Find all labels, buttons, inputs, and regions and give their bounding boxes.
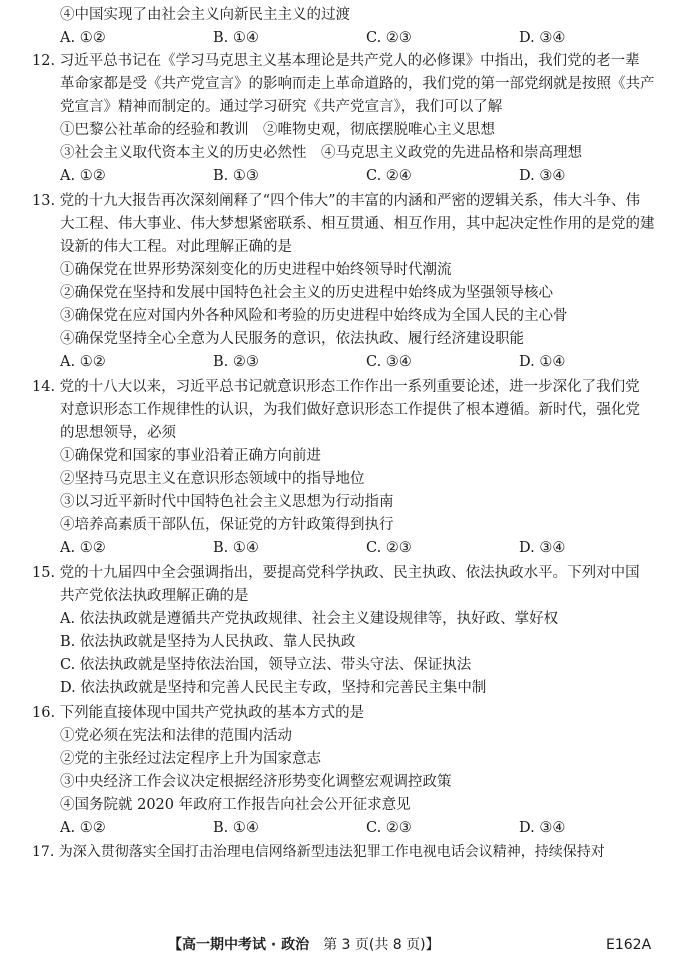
q13-stem-line-1: 13. 党的十九大报告再次深刻阐释了“四个伟大”的丰富的内涵和严密的逻辑关系，伟大斗争、伟 <box>32 193 640 209</box>
q16-option-b: B. ①④ <box>213 820 259 836</box>
q13-item-4: ④确保党坚持全心全意为人民服务的意识，依法执政、履行经济建设职能 <box>60 331 524 347</box>
q12-option-b: B. ①③ <box>213 168 259 184</box>
q12-option-a: A. ①② <box>60 168 106 184</box>
q13-option-b: B. ②③ <box>213 354 259 370</box>
q14-option-d: D. ③④ <box>519 540 566 556</box>
q12-stem-line-3: 党宣言》精神而制定的。通过学习研究《共产党宣言》，我们可以了解 <box>60 99 503 115</box>
q14-option-a: A. ①② <box>60 540 106 556</box>
prev-option-a: A. ①② <box>60 30 106 46</box>
prev-option-c: C. ②③ <box>366 30 412 46</box>
q13-option-d: D. ①④ <box>519 354 566 370</box>
page-footer <box>0 934 677 956</box>
q16-item-1: ①党必须在宪法和法律的范围内活动 <box>60 728 292 744</box>
q14-item-2: ②坚持马克思主义在意识形态领域中的指导地位 <box>60 471 365 487</box>
q15-option-a: A. 依法执政就是遵循共产党执政规律、社会主义建设规律等，执好政、掌好权 <box>60 611 559 627</box>
q12-stem-line-2: 革命家都是受《共产党宣言》的影响而走上革命道路的，我们党的第一部党纲就是按照《共产 <box>60 76 655 92</box>
q16-option-d: D. ③④ <box>519 820 566 836</box>
q12-stem-line-1: 12. 习近平总书记在《学习马克思主义基本理论是共产党人的必修课》中指出，我们党的老一辈 <box>32 53 640 69</box>
q14-item-3: ③以习近平新时代中国特色社会主义思想为行动指南 <box>60 494 394 510</box>
q14-item-4: ④培养高素质干部队伍，保证党的方针政策得到执行 <box>60 517 394 533</box>
q15-option-c: C. 依法执政就是坚持依法治国，领导立法、带头守法、保证执法 <box>60 657 472 673</box>
q12-option-d: D. ③④ <box>519 168 566 184</box>
footer-exam-title: 【高一期中考试 · 政治 <box>168 937 310 953</box>
q16-item-2: ②党的主张经过法定程序上升为国家意志 <box>60 751 321 767</box>
q15-stem-line-2: 共产党依法执政理解正确的是 <box>60 588 249 604</box>
footer-code: E162A <box>606 937 652 953</box>
q12-option-c: C. ②④ <box>366 168 412 184</box>
q13-option-c: C. ③④ <box>366 354 412 370</box>
q14-stem-line-3: 的思想领导，必须 <box>60 425 176 441</box>
q15-option-d: D. 依法执政就是坚持和完善人民民主专政，坚持和完善民主集中制 <box>60 680 487 696</box>
q13-item-1: ①确保党在世界形势深刻变化的历史进程中始终领导时代潮流 <box>60 262 452 278</box>
q12-item-line-2: ③社会主义取代资本主义的历史必然性 ④马克思主义政党的先进品格和崇高理想 <box>60 145 582 161</box>
prev-question-item-4: ④中国实现了由社会主义向新民主主义的过渡 <box>60 7 350 23</box>
q16-stem: 16. 下列能直接体现中国共产党执政的基本方式的是 <box>32 705 365 721</box>
q16-option-c: C. ②③ <box>366 820 412 836</box>
q13-stem-line-2: 大工程、伟大事业、伟大梦想紧密联系、相互贯通、相互作用，其中起决定性作用的是党的建 <box>60 216 655 232</box>
q14-option-c: C. ②③ <box>366 540 412 556</box>
q15-stem-line-1: 15. 党的十九届四中全会强调指出，要提高党科学执政、民主执政、依法执政水平。下列对中国 <box>32 565 640 581</box>
q16-option-a: A. ①② <box>60 820 106 836</box>
q13-item-2: ②确保党在坚持和发展中国特色社会主义的历史进程中始终成为坚强领导核心 <box>60 285 553 301</box>
q16-item-3: ③中央经济工作会议决定根据经济形势变化调整宏观调控政策 <box>60 774 452 790</box>
footer-title <box>168 934 440 956</box>
prev-option-b: B. ①④ <box>213 30 259 46</box>
q16-item-4: ④国务院就 2020 年政府工作报告向社会公开征求意见 <box>60 797 411 813</box>
q14-stem-line-2: 对意识形态工作规律性的认识，为我们做好意识形态工作提供了根本遵循。新时代，强化党 <box>60 402 640 418</box>
q13-stem-line-3: 设新的伟大工程。对此理解正确的是 <box>60 239 292 255</box>
q15-option-b: B. 依法执政就是坚持为人民执政、靠人民执政 <box>60 634 356 650</box>
footer-page-number: 第 3 页(共 8 页)】 <box>309 937 440 953</box>
q14-stem-line-1: 14. 党的十八大以来，习近平总书记就意识形态工作作出一系列重要论述，进一步深化了我们党 <box>32 379 640 395</box>
q12-item-line-1: ①巴黎公社革命的经验和教训 ②唯物史观，彻底摆脱唯心主义思想 <box>60 122 495 138</box>
q13-item-3: ③确保党在应对国内外各种风险和考验的历史进程中始终成为全国人民的主心骨 <box>60 308 568 324</box>
prev-option-d: D. ③④ <box>519 30 566 46</box>
q17-stem-line-1: 17. 为深入贯彻落实全国打击治理电信网络新型违法犯罪工作电视电话会议精神，持续保持对 <box>32 844 605 860</box>
q13-option-a: A. ①② <box>60 354 106 370</box>
q14-item-1: ①确保党和国家的事业沿着正确方向前进 <box>60 448 321 464</box>
q14-option-b: B. ①④ <box>213 540 259 556</box>
